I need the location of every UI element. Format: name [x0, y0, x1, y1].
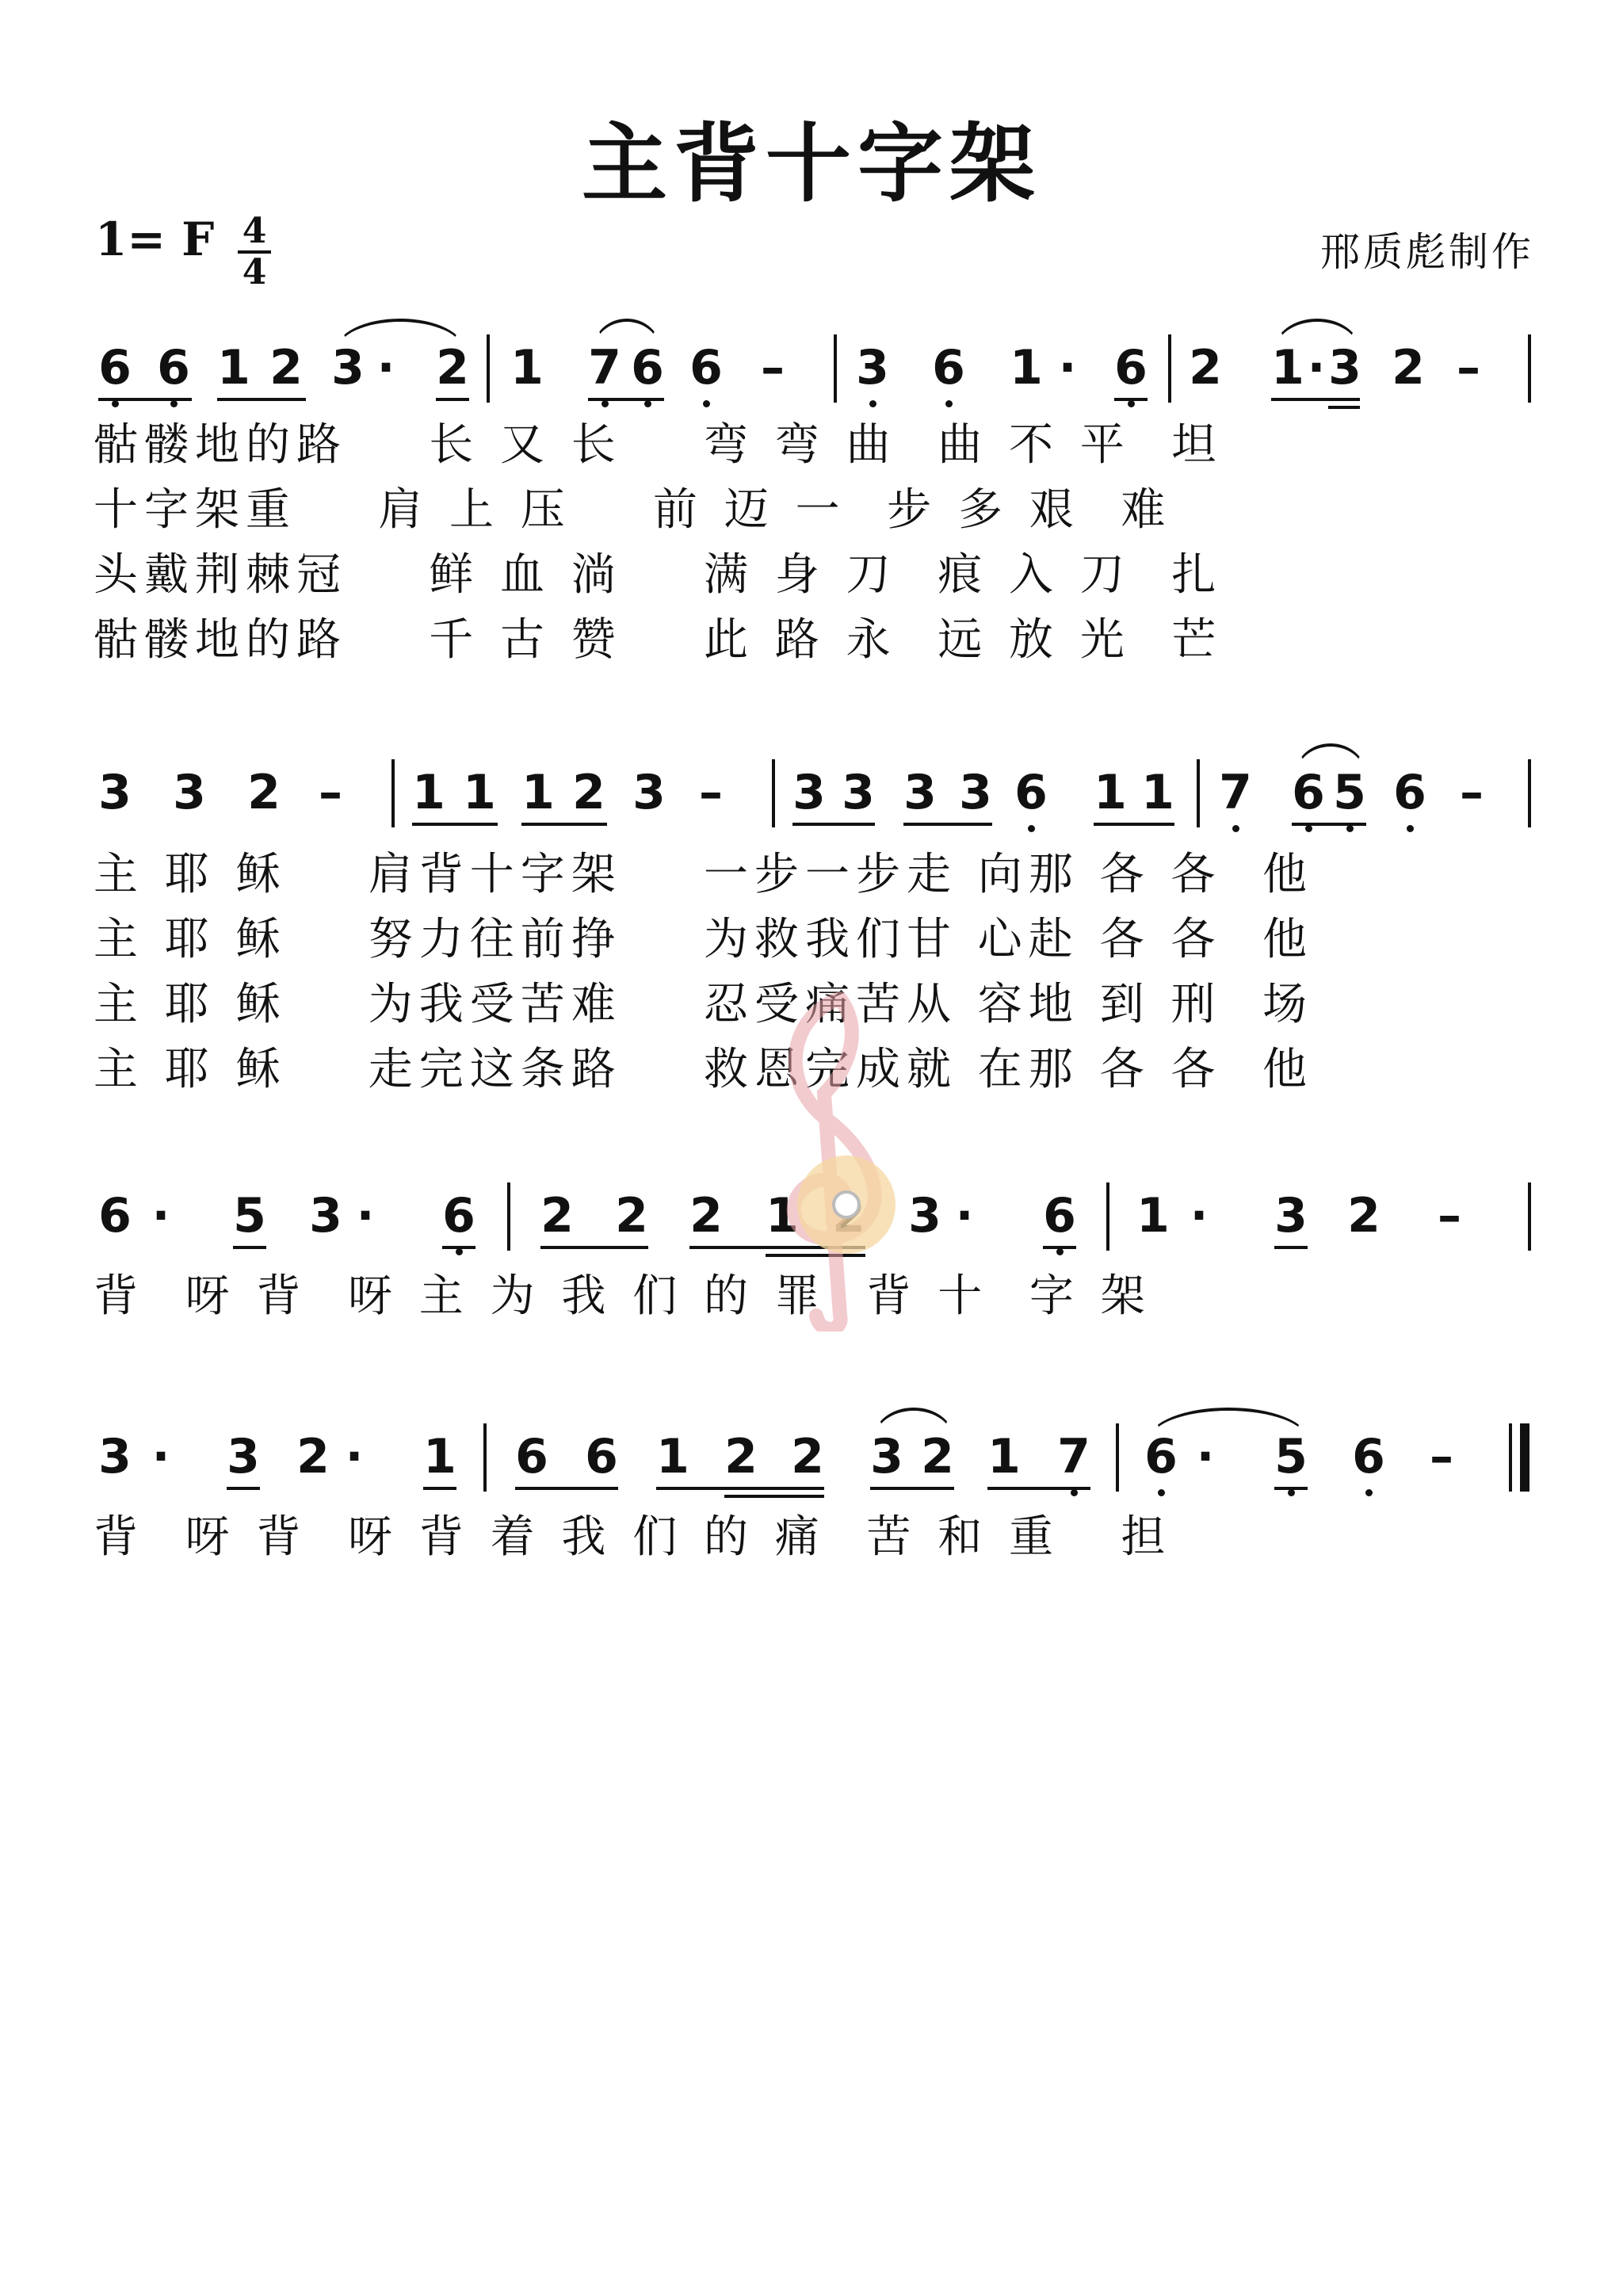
- lyric-verse-3: 头戴荆棘冠 鲜 血 淌 满 身 刀 痕 入 刀 扎: [94, 549, 1223, 601]
- beam: [423, 1487, 456, 1490]
- barline: [391, 759, 395, 827]
- beam: [1114, 398, 1148, 401]
- slur: [593, 319, 661, 350]
- note: 7: [1054, 1428, 1094, 1485]
- note: 1: [766, 1188, 799, 1244]
- note: ·: [356, 1188, 375, 1244]
- beam: [540, 1246, 648, 1249]
- note: 2: [689, 1188, 723, 1244]
- note: 6: [1141, 1428, 1181, 1485]
- song-title: 主背十字架: [581, 114, 1041, 214]
- barline: [1168, 334, 1171, 403]
- lyric-verse-4: 主 耶 稣 走完这条路 救恩完成就 在那 各 各 他: [94, 1044, 1314, 1095]
- note: 3: [853, 339, 892, 396]
- lyric-verse-3: 主 耶 稣 为我受苦难 忍受痛苦从 容地 到 刑 场: [94, 979, 1314, 1030]
- note: 2: [791, 1429, 824, 1484]
- note: 6: [1040, 1187, 1079, 1244]
- note: 6: [439, 1187, 479, 1244]
- note: 2: [436, 340, 469, 395]
- note: ·: [1190, 1188, 1209, 1244]
- note: 1: [1094, 765, 1127, 820]
- barline: [483, 1423, 487, 1492]
- note: 3: [959, 765, 992, 820]
- note: 1: [423, 1429, 456, 1484]
- note: –: [1430, 1429, 1453, 1484]
- note: 1: [463, 765, 496, 820]
- note: 1: [1136, 1188, 1170, 1244]
- note: 3: [331, 340, 365, 395]
- beam: [1271, 398, 1360, 401]
- note: 2: [269, 340, 303, 395]
- note: –: [1460, 765, 1484, 820]
- note: 6: [154, 339, 193, 396]
- note: –: [1457, 340, 1480, 395]
- note: 3: [792, 765, 826, 820]
- final-barline-thin: [1509, 1423, 1512, 1492]
- beam: [227, 1487, 260, 1490]
- note: 5: [233, 1188, 266, 1244]
- beam: [1292, 823, 1366, 826]
- note: 2: [1189, 340, 1222, 395]
- note: 3: [903, 765, 937, 820]
- beam: [98, 398, 192, 401]
- note: ·: [151, 1429, 170, 1484]
- note: 3: [1274, 1188, 1308, 1244]
- beam: [870, 1487, 954, 1490]
- lyric-verse-4: 骷髅地的路 千 古 赞 此 路 永 远 放 光 芒: [94, 614, 1223, 666]
- note: 3: [632, 765, 666, 820]
- note: 7: [585, 339, 624, 396]
- note: 6: [1111, 339, 1151, 396]
- slur: [336, 319, 464, 350]
- note: 2: [296, 1429, 330, 1484]
- note: 2: [572, 765, 605, 820]
- note: ·: [345, 1429, 364, 1484]
- note: ·: [1058, 340, 1077, 395]
- beam: [412, 823, 498, 826]
- note: ·: [1307, 340, 1326, 395]
- note: 1: [521, 765, 555, 820]
- note: 1: [412, 765, 445, 820]
- slur: [1274, 319, 1360, 350]
- lyric-verse-1: 主 耶 稣 肩背十字架 一步一步走 向那 各 各 他: [94, 849, 1314, 900]
- slur: [1295, 743, 1366, 775]
- note: ·: [955, 1188, 974, 1244]
- note: 5: [1330, 764, 1369, 821]
- note: –: [1438, 1188, 1461, 1244]
- note: 3: [842, 765, 875, 820]
- beam: [656, 1487, 824, 1490]
- note: 2: [540, 1188, 574, 1244]
- note: 6: [1289, 764, 1328, 821]
- note: 6: [1349, 1428, 1388, 1485]
- barline: [1106, 1182, 1109, 1251]
- note: 6: [1011, 764, 1051, 821]
- barline: [1528, 759, 1531, 827]
- lyric-verse-1: 骷髅地的路 长 又 长 弯 弯 曲 曲 不 平 坦: [94, 419, 1223, 471]
- note: 7: [1216, 764, 1255, 821]
- time-signature-top: 4: [242, 211, 267, 251]
- beam: [1328, 406, 1360, 409]
- beam: [903, 823, 992, 826]
- note: 1: [1141, 765, 1174, 820]
- note: 2: [615, 1188, 648, 1244]
- note: 6: [686, 339, 726, 396]
- beam: [436, 398, 469, 401]
- treble-clef-watermark-icon: [745, 983, 919, 1331]
- note: 6: [515, 1429, 548, 1484]
- slur: [873, 1408, 954, 1439]
- barline: [507, 1182, 510, 1251]
- beam: [987, 1487, 1090, 1490]
- note: 2: [1347, 1188, 1381, 1244]
- barline: [772, 759, 775, 827]
- beam: [515, 1487, 618, 1490]
- lyric-verse-2: 十字架重 肩 上 压 前 迈 一 步 多 艰 难: [94, 484, 1172, 536]
- lyric-verse-2: 主 耶 稣 努力往前挣 为救我们甘 心赴 各 各 他: [94, 914, 1314, 965]
- note: 3: [1328, 340, 1361, 395]
- note: ·: [1196, 1429, 1215, 1484]
- barline: [1197, 759, 1200, 827]
- time-signature-bottom: 4: [242, 252, 267, 292]
- note: 1: [987, 1429, 1021, 1484]
- note: 2: [921, 1429, 954, 1484]
- beam: [1043, 1246, 1076, 1249]
- note: 3: [227, 1429, 260, 1484]
- note: 1: [510, 340, 544, 395]
- note: 5: [1271, 1428, 1311, 1485]
- time-signature: [235, 211, 274, 292]
- note: ·: [376, 340, 395, 395]
- note: 6: [1390, 764, 1430, 821]
- note: –: [761, 340, 785, 395]
- beam: [217, 398, 306, 401]
- note: 6: [98, 1188, 132, 1244]
- beam: [442, 1246, 475, 1249]
- beam: [588, 398, 664, 401]
- note: 1: [1271, 340, 1304, 395]
- beam: [1094, 823, 1174, 826]
- note: 2: [724, 1429, 758, 1484]
- note: –: [699, 765, 723, 820]
- final-barline-thick: [1520, 1423, 1529, 1492]
- slur: [1149, 1408, 1308, 1439]
- beam: [1274, 1487, 1308, 1490]
- barline: [1528, 334, 1531, 403]
- note: 6: [585, 1429, 618, 1484]
- lyric-line: 背 呀 背 呀 背 着 我 们 的 痛 苦 和 重 担: [94, 1511, 1172, 1563]
- beam: [792, 823, 875, 826]
- credit: 邢质彪制作: [1320, 229, 1534, 275]
- note: 1: [217, 340, 250, 395]
- note: 3: [173, 765, 206, 820]
- note: 3: [309, 1188, 342, 1244]
- key-signature: 1= F: [95, 212, 215, 266]
- note: 3: [98, 765, 132, 820]
- barline: [1116, 1423, 1119, 1492]
- beam: [521, 823, 607, 826]
- barline: [487, 334, 490, 403]
- note: 3: [98, 1429, 132, 1484]
- barline: [1528, 1182, 1531, 1251]
- note: 3: [870, 1429, 903, 1484]
- note: 6: [95, 339, 135, 396]
- note: 3: [908, 1188, 941, 1244]
- note: 2: [247, 765, 281, 820]
- note: 1: [1010, 340, 1043, 395]
- note: 1: [656, 1429, 689, 1484]
- lyric-line: 背 呀 背 呀 主 为 我 们 的 罪 背 十 字 架: [94, 1270, 1151, 1322]
- note: ·: [151, 1188, 170, 1244]
- note: –: [319, 765, 342, 820]
- beam: [1274, 1246, 1308, 1249]
- note: 6: [929, 339, 968, 396]
- note: 2: [1392, 340, 1425, 395]
- barline: [834, 334, 837, 403]
- beam: [233, 1246, 266, 1249]
- beam: [724, 1495, 824, 1498]
- note: 6: [628, 339, 667, 396]
